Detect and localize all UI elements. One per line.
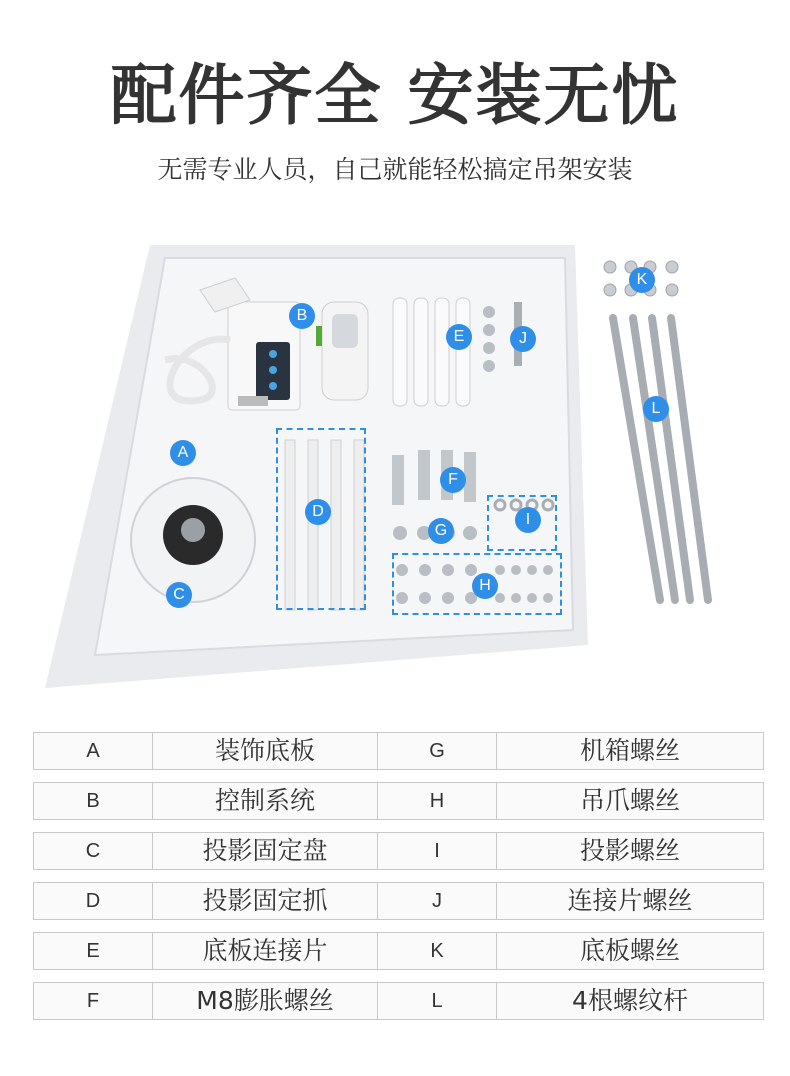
badge-j: J — [510, 326, 536, 352]
table-row — [33, 782, 764, 820]
part-letter: D — [33, 882, 153, 920]
part-name: 底板连接片 — [152, 932, 378, 970]
part-name: 投影固定盘 — [152, 832, 378, 870]
part-letter: B — [33, 782, 153, 820]
part-name: 吊爪螺丝 — [496, 782, 764, 820]
badge-a: A — [170, 440, 196, 466]
page-title: 配件齐全 安装无忧 — [110, 57, 680, 134]
part-name: 控制系统 — [152, 782, 378, 820]
badge-g: G — [428, 518, 454, 544]
part-name: M8膨胀螺丝 — [152, 982, 378, 1020]
badge-c: C — [166, 582, 192, 608]
product-illustration — [0, 230, 790, 710]
part-letter: F — [33, 982, 153, 1020]
part-letter: C — [33, 832, 153, 870]
part-letter: G — [377, 732, 497, 770]
part-name: 机箱螺丝 — [496, 732, 764, 770]
badge-b: B — [289, 303, 315, 329]
badge-f: F — [440, 467, 466, 493]
table-row — [33, 732, 764, 770]
part-letter: E — [33, 932, 153, 970]
part-name: 4根螺纹杆 — [496, 982, 764, 1020]
badge-e: E — [446, 324, 472, 350]
part-letter: A — [33, 732, 153, 770]
table-row — [33, 982, 764, 1020]
table-row — [33, 882, 764, 920]
badge-l: L — [643, 396, 669, 422]
page-subtitle: 无需专业人员，自己就能轻松搞定吊架安装 — [157, 155, 633, 184]
badge-k: K — [629, 267, 655, 293]
badge-i: I — [515, 507, 541, 533]
part-name: 投影螺丝 — [496, 832, 764, 870]
part-letter: J — [377, 882, 497, 920]
product-photo — [0, 230, 790, 710]
part-letter: K — [377, 932, 497, 970]
part-letter: L — [377, 982, 497, 1020]
badge-d: D — [305, 499, 331, 525]
part-name: 装饰底板 — [152, 732, 378, 770]
badge-h: H — [472, 573, 498, 599]
part-name: 连接片螺丝 — [496, 882, 764, 920]
table-row — [33, 932, 764, 970]
part-name: 投影固定抓 — [152, 882, 378, 920]
part-name: 底板螺丝 — [496, 932, 764, 970]
part-letter: I — [377, 832, 497, 870]
table-row — [33, 832, 764, 870]
part-letter: H — [377, 782, 497, 820]
